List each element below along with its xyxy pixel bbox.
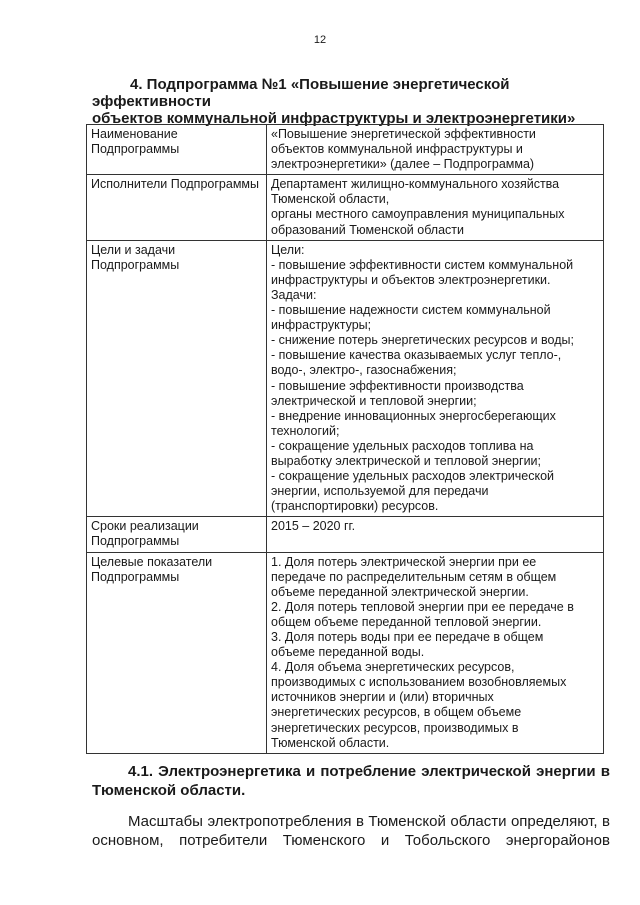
row-value-line: «Повышение энергетической эффективности xyxy=(271,127,536,141)
row-value-line: электроэнергетики» (далее – Подпрограмма) xyxy=(271,157,535,172)
row-value-line: Задачи: xyxy=(271,287,317,302)
row-value-line: - повышение эффективности систем коммунальной xyxy=(271,257,574,272)
row-value-line: - сокращение удельных расходов электрической xyxy=(271,469,555,484)
table-row xyxy=(87,552,604,753)
row-value-line: Департамент жилищно-коммунального хозяйства xyxy=(271,177,560,192)
table-row xyxy=(87,125,604,175)
row-value-line: общем объеме переданной тепловой энергии. xyxy=(271,614,542,629)
heading-line-2: объектов коммунальной инфраструктуры и электроэнергетики» xyxy=(92,110,576,127)
row-value-line: 4. Доля объема энергетических ресурсов, xyxy=(271,660,515,675)
row-value-line: органы местного самоуправления муниципальных xyxy=(271,207,565,222)
row-value-line: инфраструктуры; xyxy=(271,318,372,333)
row-label: Наименование Подпрограммы xyxy=(87,125,267,175)
row-value xyxy=(267,517,604,552)
row-value-line: технологий; xyxy=(271,423,340,438)
row-value-line: 1. Доля потерь электрической энергии при ее xyxy=(271,554,537,569)
section-title-line-1: 4.1. Электроэнергетика и потребление электрической энергии в xyxy=(128,763,610,780)
row-value-line: объеме переданной электрической энергии. xyxy=(271,584,529,599)
row-label: Целевые показатели Подпрограммы xyxy=(87,552,267,753)
row-value-line: Цели: xyxy=(271,242,305,257)
row-label: Сроки реализации Подпрограммы xyxy=(87,517,267,552)
row-value-line: энергии, используемой для передачи xyxy=(271,484,489,499)
row-value-line: энергетических ресурсов, производимых в xyxy=(271,720,519,735)
table-row xyxy=(87,175,604,240)
section-title-line-2: Тюменской области. xyxy=(92,782,246,799)
row-label: Исполнители Подпрограммы xyxy=(87,175,267,240)
row-value-line: выработку электрической и тепловой энергии; xyxy=(271,453,542,468)
body-line-2: основном, потребители Тюменского и Тобольского энергорайонов xyxy=(92,832,610,849)
row-value-line: 3. Доля потерь воды при ее передаче в общем xyxy=(271,630,544,644)
row-value xyxy=(267,552,604,753)
row-value-line: - повышение надежности систем коммунальной xyxy=(271,303,551,318)
row-value-line: - внедрение инновационных энергосберегающих xyxy=(271,408,556,423)
row-value-line: образований Тюменской области xyxy=(271,222,464,237)
subprogram-passport-table xyxy=(86,124,604,754)
row-value-line: объеме переданной воды. xyxy=(271,645,425,660)
subprogram-heading xyxy=(92,76,600,127)
row-value-line: - сокращение удельных расходов топлива на xyxy=(271,438,534,453)
row-value-line: Тюменской области, xyxy=(271,192,390,207)
row-value-line: водо-, электро-, газоснабжения; xyxy=(271,363,457,378)
heading-line-1: 4. Подпрограмма №1 «Повышение энергетической эффективности xyxy=(92,76,510,110)
row-value-line: 2015 – 2020 гг. xyxy=(271,519,356,534)
row-value xyxy=(267,125,604,175)
row-value-line: источников энергии и (или) вторичных xyxy=(271,690,494,705)
row-value-line: 2. Доля потерь тепловой энергии при ее передаче в xyxy=(271,599,574,614)
row-value-line: (транспортировки) ресурсов. xyxy=(271,499,439,514)
row-label: Цели и задачи Подпрограммы xyxy=(87,240,267,517)
row-value xyxy=(267,240,604,517)
row-value-line: объектов коммунальной инфраструктуры и xyxy=(271,142,523,157)
table-row xyxy=(87,240,604,517)
row-value-line: энергетических ресурсов, в общем объеме xyxy=(271,705,522,720)
row-value-line: электрической и тепловой энергии; xyxy=(271,393,477,408)
row-value-line: - снижение потерь энергетических ресурсов и воды; xyxy=(271,333,574,348)
body-line-1: Масштабы электропотребления в Тюменской области определяют, в xyxy=(128,813,610,830)
row-value xyxy=(267,175,604,240)
row-value-line: инфраструктуры и объектов электроэнергетики. xyxy=(271,272,551,287)
row-value-line: - повышение качества оказываемых услуг тепло-, xyxy=(271,348,562,363)
section-title xyxy=(92,762,610,800)
body-paragraph xyxy=(92,812,610,850)
page-number: 12 xyxy=(313,34,327,46)
row-value-line: передаче по распределительным сетям в общем xyxy=(271,569,557,584)
row-value-line: - повышение эффективности производства xyxy=(271,378,524,393)
table-row xyxy=(87,517,604,552)
row-value-line: производимых с использованием возобновляемых xyxy=(271,675,567,690)
row-value-line: Тюменской области. xyxy=(271,735,390,750)
